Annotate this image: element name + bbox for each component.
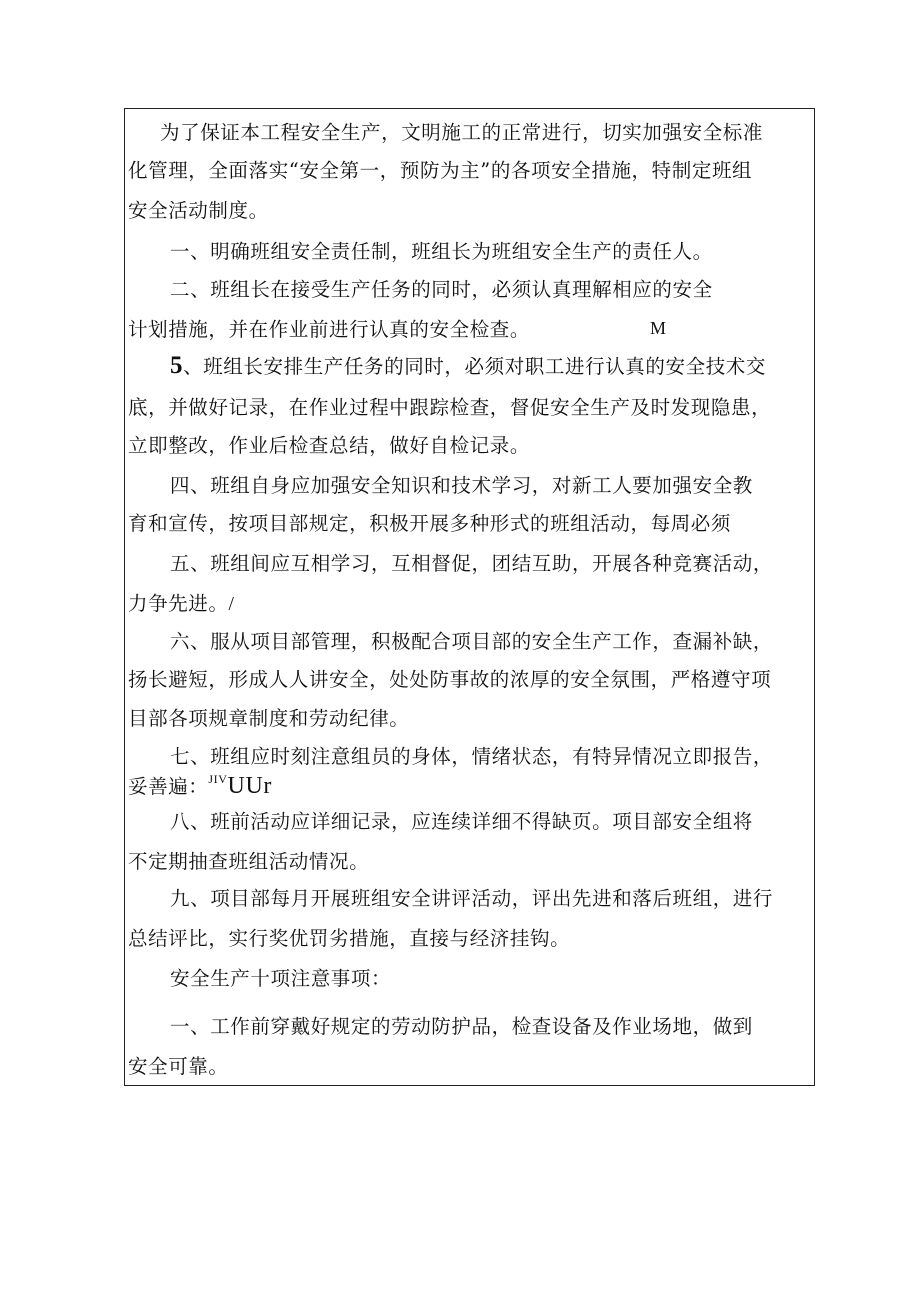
rule-3-line-2: 底，并做好记录，在作业过程中跟踪检查，督促安全生产及时发现隐患， [128,396,772,419]
item-1-line-1: 一、工作前穿戴好规定的劳动防护品，检查设备及作业场地，做到 [170,1015,753,1038]
rule-4-line-1: 四、班组自身应加强安全知识和技术学习，对新工人要加强安全教 [170,474,753,497]
rule-6-line-2: 扬长避短，形成人人讲安全，处处防事故的浓厚的安全氛围，严格遵守项 [128,668,772,691]
rule-2-line-1: 二、班组长在接受生产任务的同时，必须认真理解相应的安全 [170,278,713,301]
paragraph-intro-line-1: 为了保证本工程安全生产，文明施工的正常进行，切实加强安全标准 [160,121,764,144]
rule-3-line-1 [170,354,766,379]
rule-7-text: 妥善遍： [128,775,209,798]
stray-mark-m: M [650,318,667,338]
rule-6-line-3: 目部各项规章制度和劳动纪律。 [128,707,410,730]
rule-1-line-1: 一、明确班组安全责任制，班组长为班组安全生产的责任人。 [170,240,713,263]
ocr-artifact-jiv: JIV [208,772,228,786]
rule-7-line-2 [128,767,272,799]
rule-3-line-3: 立即整改，作业后检查总结，做好自检记录。 [128,434,531,457]
rule-3-text: 、班组长安排生产任务的同时，必须对职工进行认真的安全技术交 [183,355,767,378]
rule-3-number: 5 [170,352,184,379]
rule-8-line-1: 八、班前活动应详细记录，应连续详细不得缺页。项目部安全组将 [170,810,753,833]
rule-2-line-2: 计划措施，并在作业前进行认真的安全检查。 [128,318,531,341]
rule-4-line-2: 育和宣传，按项目部规定，积极开展多种形式的班组活动，每周必须 [128,512,732,535]
ocr-artifact-uur: UUr [227,773,273,799]
paragraph-intro-line-3: 安全活动制度。 [128,199,269,222]
rule-7-line-1: 七、班组应时刻注意组员的身体，情绪状态，有特异情况立即报告， [170,745,774,768]
stray-slash: / [228,594,235,615]
rule-6-line-1: 六、服从项目部管理，积极配合项目部的安全生产工作，查漏补缺， [170,630,774,653]
rule-5-line-2 [128,592,235,617]
rule-9-line-1: 九、项目部每月开展班组安全讲评活动，评出先进和落后班组，进行 [170,887,774,910]
rule-8-line-2: 不定期抽查班组活动情况。 [128,850,370,873]
item-1-line-2: 安全可靠。 [128,1055,229,1078]
ten-items-heading: 安全生产十项注意事项： [170,967,392,990]
rule-5-line-1: 五、班组间应互相学习，互相督促，团结互助，开展各种竞赛活动， [170,552,774,575]
rule-9-line-2: 总结评比，实行奖优罚劣措施，直接与经济挂钩。 [128,927,571,950]
paragraph-intro-line-2: 化管理，全面落实“安全第一，预防为主”的各项安全措施，特制定班组 [128,159,753,182]
rule-5-text: 力争先进。 [128,592,229,615]
